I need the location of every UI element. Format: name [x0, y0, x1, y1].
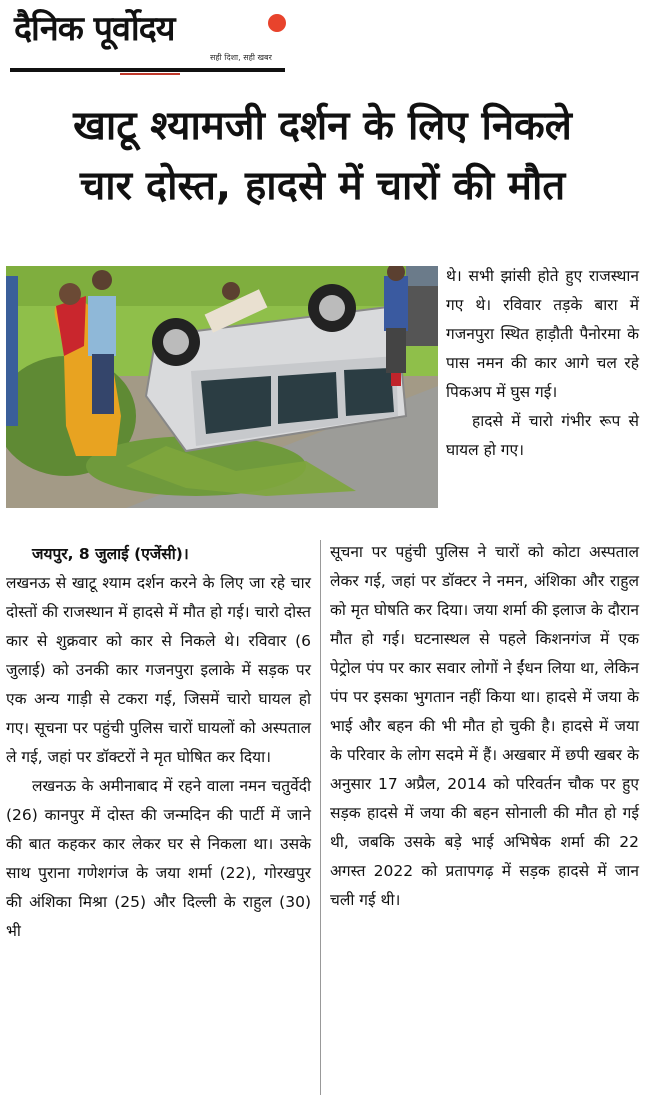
masthead-title: दैनिक पूर्वोदय [14, 9, 175, 49]
paragraph: लखनऊ से खाटू श्याम दर्शन करने के लिए जा रहे चार दोस्तों की राजस्थान में हादसे में मौत हो गई। चारो दोस्त कार से शुक्रवार को कार से निकले थे। रविवार (6 जुलाई) को उनकी कार गजनपुरा इलाके में सड़क पर एक अन्य गाड़ी से टकरा गई, जिसमें चारो घायल हो गए। सूचना पर पहुंची पुलिस चारों घायलों को अस्पताल ले गई, जहां पर डॉक्टरों ने मृत घोषित कर दिया। [6, 574, 311, 766]
accident-photo-illustration [6, 266, 438, 508]
column-right-top [446, 262, 639, 465]
dateline: जयपुर, 8 जुलाई (एजेंसी)। [32, 545, 189, 563]
paragraph: हादसे में चारो गंभीर रूप से घायल हो गए। [446, 412, 639, 459]
headline-line-1: खाटू श्यामजी दर्शन के लिए निकले [73, 103, 572, 149]
paragraph: थे। सभी झांसी होते हुए राजस्थान गए थे। रविवार तड़के बारा में गजनपुरा स्थित हाड़ौती पैनोरमा के पास नमन की कार आगे चल रहे पिकअप में घुस गई। [446, 267, 639, 401]
paragraph: सूचना पर पहुंची पुलिस ने चारों को कोटा अस्पताल लेकर गई, जहां पर डॉक्टर ने नमन, अंशिका और राहुल को मृत घोषति कर दिया। जया शर्मा की इलाज के दौरान मौत हो गई। घटनास्थल से पहले किशनगंज में एक पेट्रोल पंप पर कार सवार लोगों ने ईंधन लिया था, लेकिन पंप पर इसका भुगतान नहीं किया था। हादसे में जया के भाई और बहन की भी मौत हो चुकी है। हादसे में जया के परिवार के लोग सदमे में हैं। अखबार में छपी खबर के अनुसार 17 अप्रैल, 2014 को परिवर्तन चौक पर हुए सड़क हादसे में जया की बहन सोनाली की मौत हो गई थी, जबकि उसके बड़े भाई अभिषेक शर्मा की 22 अगस्त 2022 को प्रतापगढ़ में सड़क हादसे में जान चली गई थी। [330, 543, 639, 909]
column-divider [320, 540, 321, 1095]
column-right [330, 538, 639, 915]
column-left [6, 540, 311, 946]
masthead-subrule [120, 73, 180, 75]
headline-line-2: चार दोस्त, हादसे में चारों की मौत [79, 163, 566, 209]
masthead [10, 4, 310, 76]
accident-photo [6, 266, 438, 508]
paragraph: लखनऊ के अमीनाबाद में रहने वाला नमन चतुर्वेदी (26) कानपुर में दोस्त की जन्मदिन की पार्टी में जाने की बात कहकर कार लेकर घर से निकला था। उसके साथ पुराना गणेशगंज के जया शर्मा (22), गोरखपुर की अंशिका मिश्रा (25) और दिल्ली के राहुल (30) भी [6, 777, 311, 940]
masthead-tagline: सही दिशा, सही खबर [210, 53, 272, 62]
masthead-logo-dot [268, 14, 286, 32]
masthead-rule [10, 68, 285, 72]
